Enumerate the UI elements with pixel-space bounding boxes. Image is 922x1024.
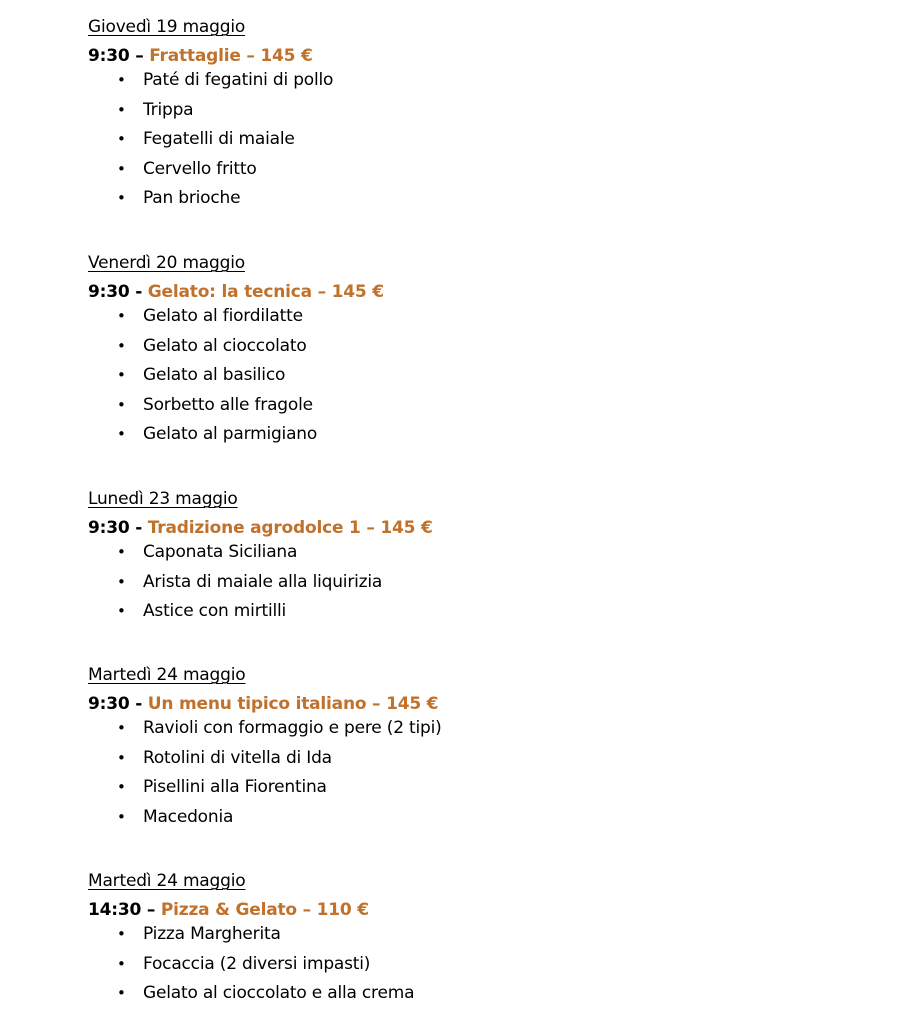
menu-item bbox=[88, 744, 888, 774]
menu-item-label: Trippa bbox=[143, 99, 194, 120]
menu-item-label: Arista di maiale alla liquirizia bbox=[143, 571, 383, 592]
menu-item-label: Rotolini di vitella di Ida bbox=[143, 747, 332, 768]
menu-item-label: Pan brioche bbox=[143, 188, 241, 208]
bullet-icon: • bbox=[117, 954, 126, 973]
session-time: 9:30 bbox=[88, 46, 130, 66]
session-separator: – bbox=[141, 900, 161, 920]
session-menu-list bbox=[88, 538, 888, 627]
menu-item-label: Ravioli con formaggio e pere (2 tipi) bbox=[143, 718, 442, 738]
bullet-icon: • bbox=[117, 572, 126, 591]
menu-item-label: Sorbetto alle fragole bbox=[143, 394, 313, 415]
menu-item bbox=[88, 155, 888, 185]
session-menu-list bbox=[88, 302, 888, 450]
menu-item bbox=[88, 332, 888, 362]
session-heading bbox=[88, 46, 888, 66]
bullet-icon: • bbox=[117, 100, 126, 119]
bullet-icon: • bbox=[117, 778, 126, 796]
course-session bbox=[88, 489, 888, 627]
menu-item bbox=[88, 597, 888, 627]
bullet-icon: • bbox=[117, 366, 126, 384]
session-date: Martedì 24 maggio bbox=[88, 665, 246, 685]
session-title: Tradizione agrodolce 1 – 145 € bbox=[147, 518, 433, 538]
session-time: 9:30 bbox=[88, 694, 130, 714]
menu-item-label: Cervello fritto bbox=[143, 158, 257, 179]
bullet-icon: • bbox=[117, 307, 126, 325]
course-session bbox=[88, 871, 888, 1009]
menu-item-label: Pizza Margherita bbox=[143, 924, 281, 944]
menu-item-label: Gelato al parmigiano bbox=[143, 424, 318, 444]
menu-item bbox=[88, 538, 888, 568]
menu-item bbox=[88, 184, 888, 214]
bullet-icon: • bbox=[117, 189, 126, 207]
bullet-icon: • bbox=[117, 984, 126, 1002]
menu-item-label: Focaccia (2 diversi impasti) bbox=[143, 953, 371, 974]
bullet-icon: • bbox=[117, 159, 126, 178]
course-session bbox=[88, 665, 888, 832]
session-menu-list bbox=[88, 66, 888, 214]
session-menu-list bbox=[88, 714, 888, 832]
menu-item-label: Astice con mirtilli bbox=[143, 601, 287, 621]
menu-item-label: Gelato al fiordilatte bbox=[143, 306, 303, 326]
menu-item bbox=[88, 568, 888, 598]
session-separator: - bbox=[129, 694, 148, 714]
session-title: Gelato: la tecnica – 145 € bbox=[147, 282, 384, 302]
menu-item bbox=[88, 391, 888, 421]
session-time: 14:30 bbox=[88, 900, 142, 920]
menu-item bbox=[88, 420, 888, 450]
menu-item-label: Fegatelli di maiale bbox=[143, 129, 295, 149]
session-menu-list bbox=[88, 920, 888, 1009]
bullet-icon: • bbox=[117, 925, 126, 943]
menu-item-label: Gelato al cioccolato e alla crema bbox=[143, 983, 415, 1003]
menu-item bbox=[88, 773, 888, 803]
session-title: Un menu tipico italiano – 145 € bbox=[147, 694, 439, 714]
menu-item-label: Gelato al cioccolato bbox=[143, 335, 307, 356]
menu-item bbox=[88, 979, 888, 1009]
bullet-icon: • bbox=[117, 543, 126, 561]
session-heading bbox=[88, 518, 888, 538]
bullet-icon: • bbox=[117, 748, 126, 767]
menu-item bbox=[88, 920, 888, 950]
menu-item bbox=[88, 96, 888, 126]
bullet-icon: • bbox=[117, 807, 126, 826]
session-separator: – bbox=[129, 46, 150, 66]
session-date: Martedì 24 maggio bbox=[88, 871, 246, 891]
menu-item-label: Pisellini alla Fiorentina bbox=[143, 777, 327, 797]
bullet-icon: • bbox=[117, 336, 126, 355]
session-heading bbox=[88, 694, 888, 714]
menu-item-label: Gelato al basilico bbox=[143, 365, 286, 385]
bullet-icon: • bbox=[117, 395, 126, 414]
session-date: Lunedì 23 maggio bbox=[88, 489, 238, 509]
bullet-icon: • bbox=[117, 719, 126, 737]
bullet-icon: • bbox=[117, 602, 126, 620]
course-session bbox=[88, 253, 888, 450]
session-date: Venerdì 20 maggio bbox=[88, 253, 245, 273]
session-separator: - bbox=[129, 282, 148, 302]
menu-item bbox=[88, 125, 888, 155]
session-time: 9:30 bbox=[88, 282, 130, 302]
menu-item-label: Caponata Siciliana bbox=[143, 542, 298, 562]
menu-item bbox=[88, 803, 888, 833]
menu-item bbox=[88, 714, 888, 744]
session-date: Giovedì 19 maggio bbox=[88, 17, 246, 37]
bullet-icon: • bbox=[117, 71, 126, 89]
menu-item bbox=[88, 302, 888, 332]
menu-item bbox=[88, 66, 888, 96]
session-heading bbox=[88, 282, 888, 302]
menu-item-label: Macedonia bbox=[143, 806, 234, 827]
menu-item bbox=[88, 361, 888, 391]
bullet-icon: • bbox=[117, 130, 126, 148]
session-title: Pizza & Gelato – 110 € bbox=[160, 900, 369, 920]
session-separator: - bbox=[129, 518, 148, 538]
menu-item-label: Paté di fegatini di pollo bbox=[143, 70, 334, 90]
session-heading bbox=[88, 900, 888, 920]
bullet-icon: • bbox=[117, 425, 126, 443]
session-time: 9:30 bbox=[88, 518, 130, 538]
session-title: Frattaglie – 145 € bbox=[149, 46, 313, 66]
course-session bbox=[88, 17, 888, 214]
menu-item bbox=[88, 950, 888, 980]
